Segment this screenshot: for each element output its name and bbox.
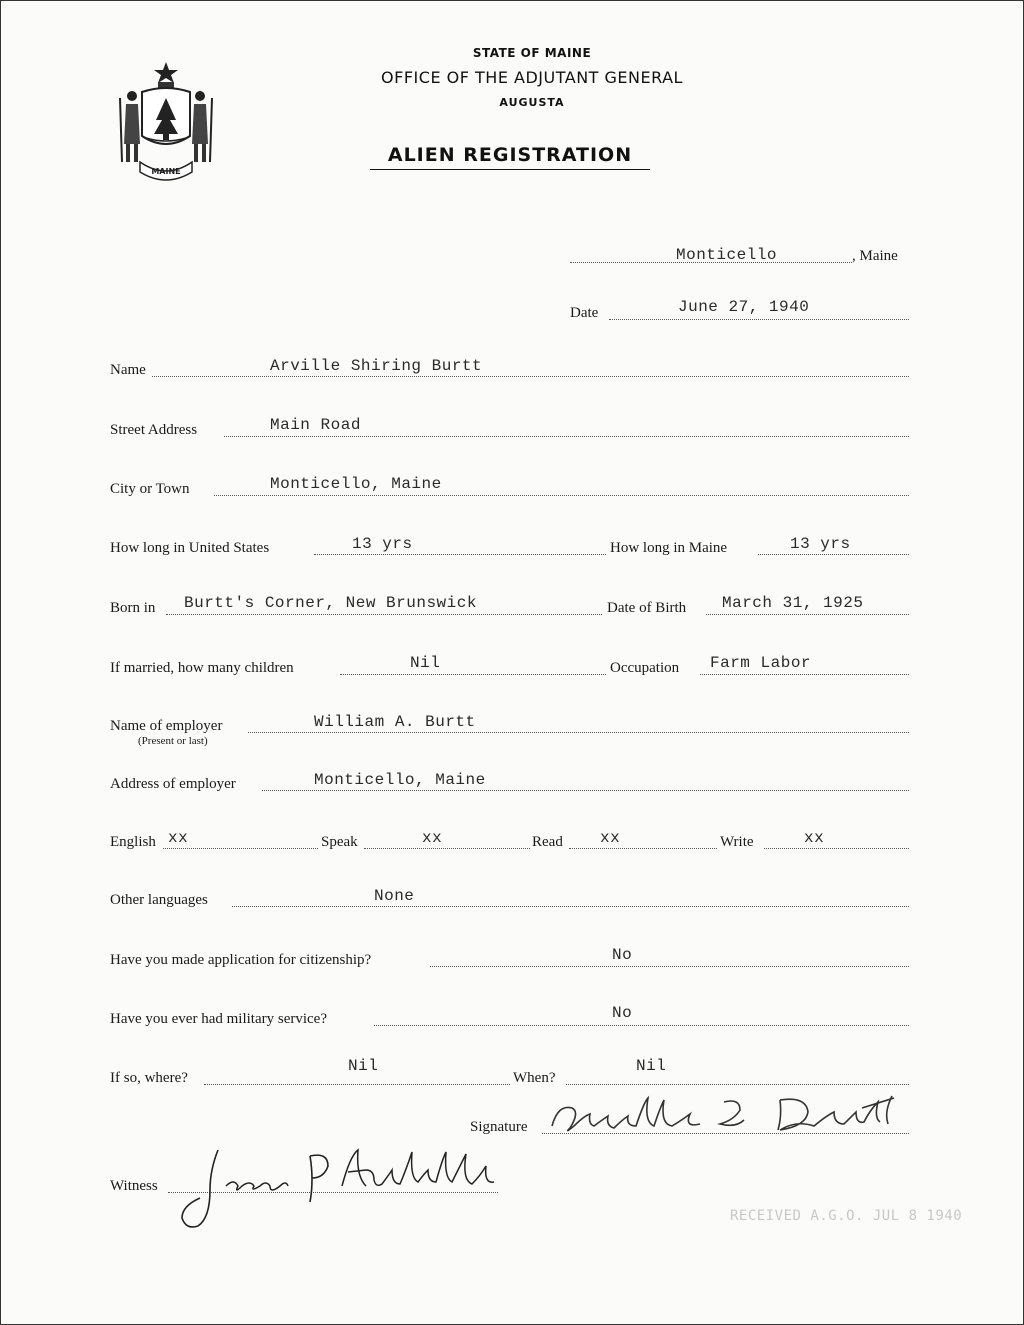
witness-label: Witness	[110, 1178, 158, 1194]
children-line	[340, 674, 606, 675]
how-long-us-line	[314, 554, 606, 555]
how-long-maine-line	[758, 554, 909, 555]
read-label: Read	[532, 834, 563, 850]
citizenship-line	[430, 966, 909, 967]
date-line	[609, 319, 909, 320]
employer-address-value[interactable]: Monticello, Maine	[314, 771, 486, 789]
employer-name-label: Name of employer	[110, 718, 223, 734]
name-value[interactable]: Arville Shiring Burtt	[270, 357, 483, 375]
street-address-label: Street Address	[110, 422, 198, 438]
city-heading: AUGUSTA	[499, 96, 565, 109]
other-languages-line	[232, 906, 909, 907]
location-value[interactable]: Monticello	[676, 246, 778, 264]
employer-address-line	[262, 790, 909, 791]
street-address-value[interactable]: Main Road	[270, 416, 361, 434]
occupation-label: Occupation	[610, 660, 680, 676]
seal-label: MAINE	[151, 167, 181, 176]
signature-label: Signature	[470, 1119, 528, 1135]
form-title: ALIEN REGISTRATION	[370, 144, 650, 170]
date-value[interactable]: June 27, 1940	[678, 298, 810, 316]
other-languages-label: Other languages	[110, 892, 208, 908]
read-line	[569, 848, 717, 849]
children-value[interactable]: Nil	[410, 654, 441, 672]
employer-name-line	[248, 732, 909, 733]
write-label: Write	[720, 834, 754, 850]
military-line	[374, 1025, 909, 1026]
name-label: Name	[110, 362, 146, 378]
city-label: City or Town	[110, 481, 190, 497]
city-value[interactable]: Monticello, Maine	[270, 475, 442, 493]
applicant-signature	[544, 1090, 914, 1140]
english-label: English	[110, 834, 156, 850]
where-value[interactable]: Nil	[348, 1057, 379, 1075]
office-heading: OFFICE OF THE ADJUTANT GENERAL	[381, 68, 683, 87]
city-line	[214, 495, 909, 496]
location-suffix: , Maine	[852, 248, 898, 264]
born-in-line	[166, 614, 602, 615]
date-label: Date	[570, 305, 599, 321]
witness-signature	[170, 1140, 510, 1235]
military-value[interactable]: No	[612, 1004, 633, 1022]
other-languages-value[interactable]: None	[374, 887, 415, 905]
speak-label: Speak	[321, 834, 358, 850]
date-of-birth-value[interactable]: March 31, 1925	[722, 594, 864, 612]
employer-name-value[interactable]: William A. Burtt	[314, 713, 476, 731]
write-line	[764, 848, 909, 849]
employer-name-sublabel: (Present or last)	[138, 735, 208, 747]
citizenship-value[interactable]: No	[612, 946, 633, 964]
date-of-birth-label: Date of Birth	[607, 600, 687, 616]
where-label: If so, where?	[110, 1070, 188, 1086]
born-in-value[interactable]: Burtt's Corner, New Brunswick	[184, 594, 477, 612]
english-line	[163, 848, 318, 849]
how-long-maine-value[interactable]: 13 yrs	[790, 535, 851, 553]
how-long-us-label: How long in United States	[110, 540, 270, 556]
name-line	[152, 376, 909, 377]
military-label: Have you ever had military service?	[110, 1011, 327, 1027]
occupation-value[interactable]: Farm Labor	[710, 654, 812, 672]
read-value[interactable]: xx	[600, 829, 621, 847]
write-value[interactable]: xx	[804, 829, 825, 847]
occupation-line	[700, 674, 909, 675]
children-label: If married, how many children	[110, 660, 294, 676]
street-address-line	[224, 436, 909, 437]
when-line	[566, 1084, 909, 1085]
received-stamp: RECEIVED A.G.O. JUL 8 1940	[730, 1208, 963, 1224]
when-label: When?	[513, 1070, 556, 1086]
employer-address-label: Address of employer	[110, 776, 236, 792]
date-of-birth-line	[706, 614, 909, 615]
citizenship-label: Have you made application for citizenship?	[110, 952, 372, 968]
when-value[interactable]: Nil	[636, 1057, 667, 1075]
speak-value[interactable]: xx	[422, 829, 443, 847]
english-value[interactable]: xx	[168, 829, 189, 847]
speak-line	[364, 848, 530, 849]
born-in-label: Born in	[110, 600, 156, 616]
state-heading: STATE OF MAINE	[472, 46, 592, 60]
how-long-us-value[interactable]: 13 yrs	[352, 535, 413, 553]
where-line	[204, 1084, 510, 1085]
how-long-maine-label: How long in Maine	[610, 540, 728, 556]
